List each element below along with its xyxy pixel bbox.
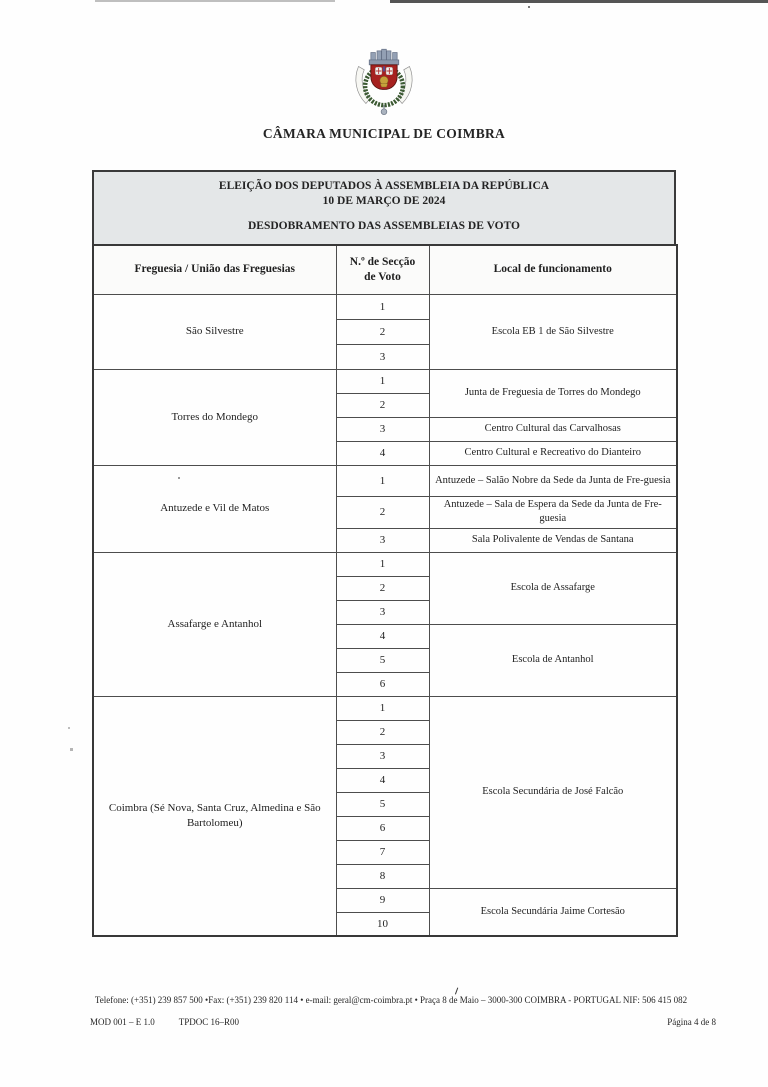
header-freguesia: Freguesia / União das Freguesias xyxy=(93,245,336,294)
title-block xyxy=(92,170,676,246)
local-cell: Escola de Antanhol xyxy=(429,624,677,696)
section-cell: 3 xyxy=(336,744,429,768)
scan-artifact xyxy=(528,6,530,8)
election-date: 10 DE MARÇO DE 2024 xyxy=(322,195,446,207)
section-cell: 2 xyxy=(336,393,429,417)
local-cell: Centro Cultural das Carvalhosas xyxy=(429,417,677,441)
document-subtitle: DESDOBRAMENTO DAS ASSEMBLEIAS DE VOTO xyxy=(247,220,520,232)
section-cell: 6 xyxy=(336,672,429,696)
freguesia-cell: Torres do Mondego xyxy=(93,369,336,465)
freguesia-cell: Assafarge e Antanhol xyxy=(93,552,336,696)
section-cell: 4 xyxy=(336,441,429,465)
table-row xyxy=(93,294,677,319)
footer-mod-code: MOD 001 – E 1.0 xyxy=(90,1017,155,1027)
section-cell: 1 xyxy=(336,465,429,496)
section-cell: 9 xyxy=(336,888,429,912)
footer-doc-codes xyxy=(90,1017,239,1027)
scan-artifact xyxy=(70,748,73,751)
section-cell: 1 xyxy=(336,369,429,393)
section-cell: 6 xyxy=(336,816,429,840)
header-local: Local de funcionamento xyxy=(429,245,677,294)
footer-tpdoc-code: TPDOC 16–R00 xyxy=(178,1017,240,1027)
section-cell: 2 xyxy=(336,319,429,344)
local-cell: Sala Polivalente de Vendas de Santana xyxy=(429,528,677,552)
freguesia-cell: São Silvestre xyxy=(93,294,336,369)
table-row xyxy=(93,369,677,393)
section-cell: 2 xyxy=(336,720,429,744)
local-cell: Antuzede – Salão Nobre da Sede da Junta de Fre-guesia xyxy=(429,465,677,496)
table-row xyxy=(93,552,677,576)
section-cell: 1 xyxy=(336,294,429,319)
section-cell: 7 xyxy=(336,840,429,864)
table-header-row xyxy=(93,245,677,294)
section-cell: 1 xyxy=(336,552,429,576)
freguesia-cell: Antuzede e Vil de Matos xyxy=(93,465,336,552)
section-cell: 3 xyxy=(336,417,429,441)
org-name: CÂMARA MUNICIPAL DE COIMBRA xyxy=(262,126,506,141)
local-cell: Escola Secundária Jaime Cortesão xyxy=(429,888,677,936)
footer-meta-line xyxy=(90,1017,716,1027)
section-cell: 2 xyxy=(336,496,429,528)
local-cell: Antuzede – Sala de Espera da Sede da Junta de Fre-guesia xyxy=(429,496,677,528)
freguesia-cell: Coimbra (Sé Nova, Santa Cruz, Almedina e São Bartolomeu) xyxy=(93,696,336,936)
polling-stations-table xyxy=(92,244,678,937)
scan-artifact xyxy=(95,0,335,2)
local-cell: Escola Secundária de José Falcão xyxy=(429,696,677,888)
section-cell: 4 xyxy=(336,624,429,648)
section-cell: 10 xyxy=(336,912,429,936)
local-cell: Junta de Freguesia de Torres do Mondego xyxy=(429,369,677,417)
election-title: ELEIÇÃO DOS DEPUTADOS À ASSEMBLEIA DA REPÚBLICA xyxy=(218,180,550,192)
section-cell: 2 xyxy=(336,576,429,600)
section-cell: 4 xyxy=(336,768,429,792)
section-cell: 5 xyxy=(336,792,429,816)
section-cell: 3 xyxy=(336,344,429,369)
header-seccao: N.º de Secção de Voto xyxy=(336,245,429,294)
section-cell: 3 xyxy=(336,528,429,552)
page-number: Página 4 de 8 xyxy=(667,1017,716,1027)
local-cell: Escola de Assafarge xyxy=(429,552,677,624)
local-cell: Escola EB 1 de São Silvestre xyxy=(429,294,677,369)
section-cell: 3 xyxy=(336,600,429,624)
section-cell: 8 xyxy=(336,864,429,888)
coimbra-coat-of-arms-icon xyxy=(347,33,421,123)
footer-contact-line: Telefone: (+351) 239 857 500 •Fax: (+351) 239 820 114 • e-mail: geral@cm-coimbra.pt • Praça 8 de Maio – 3000-300 COIMBRA - PORTUGAL NIF: 506 415 082 xyxy=(94,995,688,1005)
table-row xyxy=(93,465,677,496)
scan-artifact xyxy=(390,0,768,3)
section-cell: 1 xyxy=(336,696,429,720)
section-cell: 5 xyxy=(336,648,429,672)
scan-artifact xyxy=(68,727,70,729)
table-row xyxy=(93,696,677,720)
local-cell: Centro Cultural e Recreativo do Dianteiro xyxy=(429,441,677,465)
